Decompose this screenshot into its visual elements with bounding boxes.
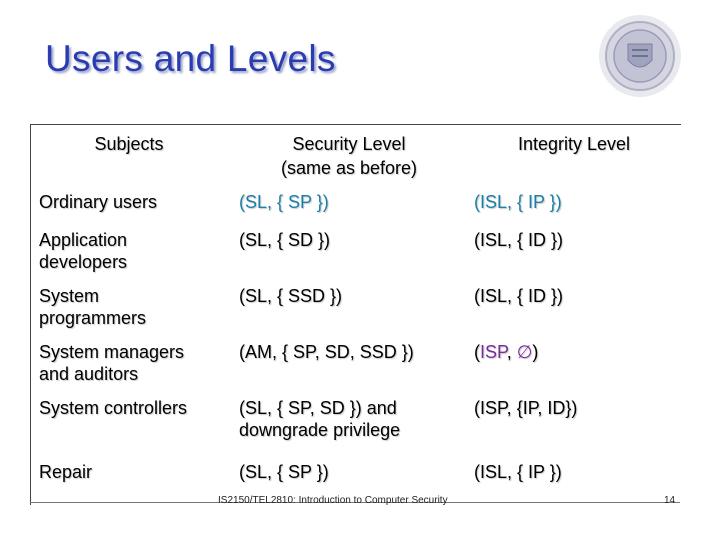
subject-cell <box>39 341 219 385</box>
subject-line1: Ordinary users <box>39 192 158 212</box>
university-seal-icon <box>598 14 682 98</box>
integrity-cell: (ISL, { IP }) <box>474 192 562 212</box>
header-integrity-level: Integrity Level <box>517 134 631 154</box>
integrity-cell: (ISL, { ID }) <box>474 286 564 306</box>
integrity-isp: ISP <box>480 342 507 362</box>
integrity-empty-set: ∅ <box>516 342 533 362</box>
subject-line1: System <box>39 286 100 306</box>
header-security-line2: (same as before) <box>280 158 418 178</box>
header-subjects: Subjects <box>94 134 164 154</box>
slide-title: Users and Levels <box>45 38 336 79</box>
subject-line1: Repair <box>39 462 93 482</box>
header-security-level <box>239 133 459 179</box>
header-security-line1: Security Level <box>292 134 406 154</box>
page-number: 14 <box>664 495 676 506</box>
subject-cell <box>39 461 219 483</box>
security-line2: downgrade privilege <box>239 420 401 440</box>
integrity-close-paren: ) <box>532 342 539 362</box>
integrity-open-paren: ( <box>474 342 480 362</box>
subject-line1: Application <box>39 230 128 250</box>
security-cell: (SL, { SP }) <box>239 462 329 482</box>
subject-line2: programmers <box>39 308 147 328</box>
footer-course-title: IS2150/TEL2810: Introduction to Computer Security <box>218 495 448 506</box>
integrity-cell <box>474 341 674 363</box>
users-levels-table <box>30 124 681 505</box>
subject-line1: System controllers <box>39 398 188 418</box>
integrity-cell: (ISL, { IP }) <box>474 462 562 482</box>
subject-cell <box>39 285 219 329</box>
security-line1: (SL, { SP, SD }) and <box>239 398 397 418</box>
subject-line2: developers <box>39 252 128 272</box>
subject-line1: System managers <box>39 342 185 362</box>
subject-cell <box>39 229 219 273</box>
subject-cell <box>39 397 219 419</box>
subject-line2: and auditors <box>39 364 139 384</box>
subject-cell <box>39 191 219 213</box>
integrity-cell: (ISL, { ID }) <box>474 230 564 250</box>
security-cell: (AM, { SP, SD, SSD }) <box>239 342 414 362</box>
security-cell: (SL, { SD }) <box>239 230 331 250</box>
security-cell: (SL, { SP }) <box>239 192 329 212</box>
integrity-cell: (ISP, {IP, ID}) <box>474 398 578 418</box>
security-cell: (SL, { SSD }) <box>239 286 343 306</box>
integrity-comma: , <box>506 342 517 362</box>
security-cell <box>239 397 459 441</box>
